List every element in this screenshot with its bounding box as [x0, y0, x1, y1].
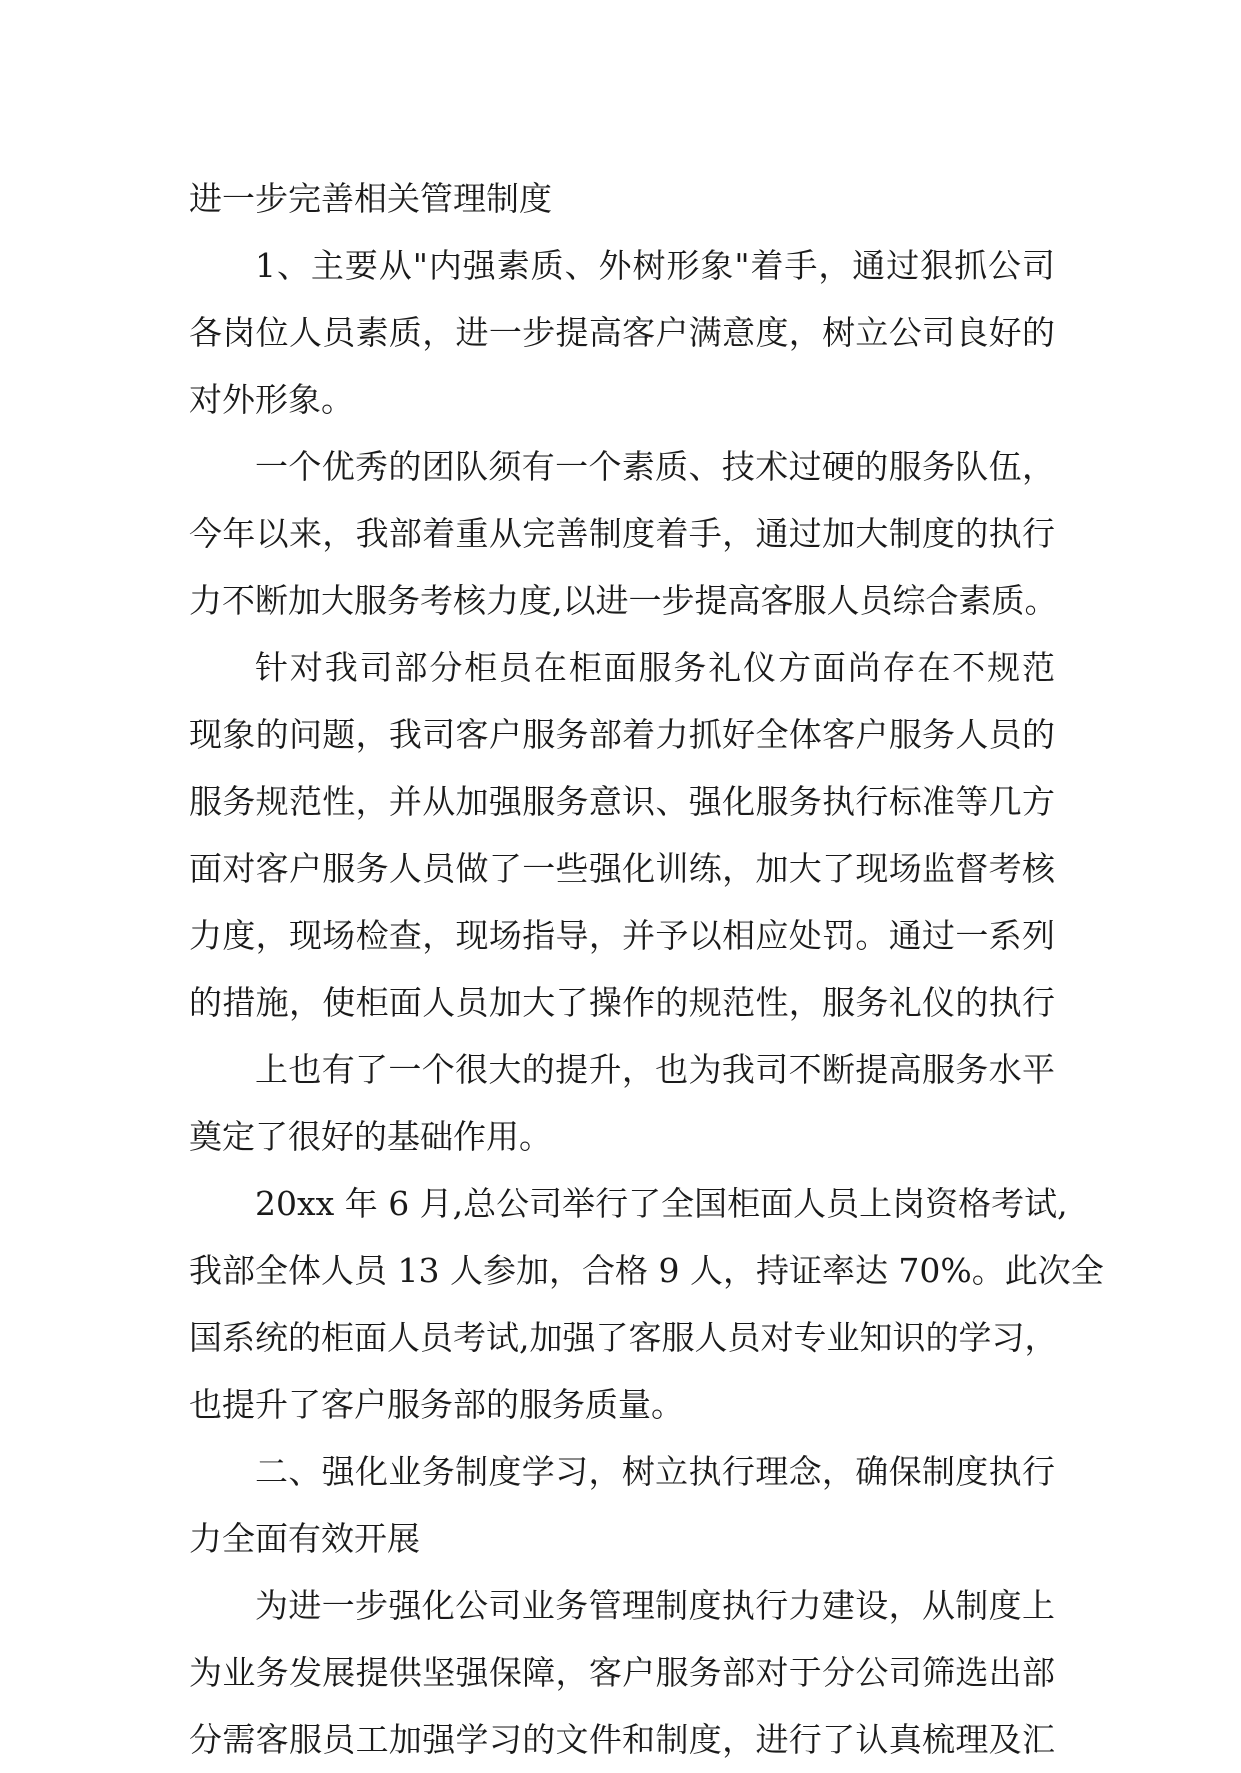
text-line: 针对我司部分柜员在柜面服务礼仪方面尚存在不规范 [255, 648, 1055, 687]
text-line: 分需客服员工加强学习的文件和制度，进行了认真梳理及汇 [189, 1720, 1055, 1759]
text-line: 20xx 年 6 月,总公司举行了全国柜面人员上岗资格考试, [255, 1184, 1068, 1223]
text-line: 一个优秀的团队须有一个素质、技术过硬的服务队伍， [255, 447, 1055, 486]
text-line: 1、主要从"内强素质、外树形象"着手，通过狠抓公司 [255, 246, 1055, 285]
text-line: 奠定了很好的基础作用。 [189, 1117, 552, 1156]
text-line: 服务规范性，并从加强服务意识、强化服务执行标准等几方 [189, 782, 1055, 821]
text-line: 现象的问题，我司客户服务部着力抓好全体客户服务人员的 [189, 715, 1055, 754]
text-line: 进一步完善相关管理制度 [189, 179, 552, 218]
text-line: 力不断加大服务考核力度,以进一步提高客服人员综合素质。 [189, 581, 1058, 620]
document-body [189, 165, 1104, 1773]
text-line: 的措施，使柜面人员加大了操作的规范性，服务礼仪的执行 [189, 983, 1055, 1022]
text-line: 为进一步强化公司业务管理制度执行力建设，从制度上 [255, 1586, 1055, 1625]
text-line: 我部全体人员 13 人参加，合格 9 人，持证率达 70%。此次全 [189, 1251, 1104, 1290]
text-line: 二、强化业务制度学习，树立执行理念，确保制度执行 [255, 1452, 1055, 1491]
text-line: 也提升了客户服务部的服务质量。 [189, 1385, 684, 1424]
text-line: 为业务发展提供坚强保障，客户服务部对于分公司筛选出部 [189, 1653, 1055, 1692]
text-line: 今年以来，我部着重从完善制度着手，通过加大制度的执行 [189, 514, 1055, 553]
text-line: 面对客户服务人员做了一些强化训练，加大了现场监督考核 [189, 849, 1055, 888]
text-line: 各岗位人员素质，进一步提高客户满意度，树立公司良好的 [189, 313, 1055, 352]
text-line: 力全面有效开展 [189, 1519, 420, 1558]
text-line: 力度，现场检查，现场指导，并予以相应处罚。通过一系列 [189, 916, 1055, 955]
text-line: 上也有了一个很大的提升，也为我司不断提高服务水平 [255, 1050, 1055, 1089]
text-line: 对外形象。 [189, 380, 354, 419]
text-line: 国系统的柜面人员考试,加强了客服人员对专业知识的学习， [189, 1318, 1058, 1357]
